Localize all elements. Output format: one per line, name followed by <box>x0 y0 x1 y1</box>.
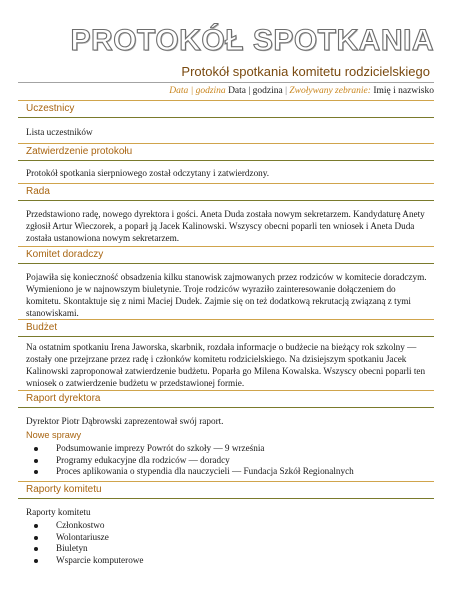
meta-separator: | <box>285 86 288 96</box>
section-heading-principal: Raport dyrektora <box>18 390 434 408</box>
page-subtitle: Protokół spotkania komitetu rodzicielskiego <box>181 64 430 79</box>
convened-by-label: Zwoływany zebranie: <box>289 86 371 96</box>
approval-text: Protokół spotkania sierpniowego został odczytany i zatwierdzony. <box>26 168 270 178</box>
list-item: Członkostwo <box>56 520 432 532</box>
section-heading-approval: Zatwierdzenie protokołu <box>18 143 434 161</box>
section-heading-budget: Budżet <box>18 319 434 337</box>
list-item: Biuletyn <box>56 543 432 555</box>
meeting-meta <box>169 86 434 96</box>
principal-text: Dyrektor Piotr Dąbrowski zaprezentował swój raport. <box>26 416 224 426</box>
new-business-list <box>26 443 432 478</box>
list-item: Wolontariusze <box>56 532 432 544</box>
list-item: Wsparcie komputerowe <box>56 555 432 567</box>
convened-by-value: Imię i nazwisko <box>373 86 434 96</box>
date-time-value: Data | godzina <box>228 86 283 96</box>
list-item: Proces aplikowania o stypendia dla nauczycieli — Fundacja Szkół Regionalnych <box>56 466 432 478</box>
board-text: Przedstawiono radę, nowego dyrektora i gości. Aneta Duda została nowym sekretarzem. Kandydaturę Anety zgłosił Artur Wieczorek, a poparł ją Jacek Kalinowski. Wszyscy obecni poparli ten wniosek i Aneta Duda została ustanowiona nowym sekretarzem. <box>26 209 425 243</box>
date-time-label: Data | godzina <box>169 86 226 96</box>
committee-list <box>26 520 432 566</box>
header-divider <box>18 82 434 83</box>
section-heading-advisory: Komitet doradczy <box>18 246 434 264</box>
attendees-text: Lista uczestników <box>26 127 93 137</box>
committee-text: Raporty komitetu <box>26 507 91 517</box>
advisory-text: Pojawiła się konieczność obsadzenia kilku stanowisk zajmowanych przez rodziców w komitecie doradczym. Wymieniono je w najnowszym biuletynie. Troje rodziców wyraziło zainteresowanie dołączeniem do komitetu. Skontaktuje się z nimi Maciej Dudek. Zajmie się on też dodatkową rekrutacją związaną z tymi stanowiskami. <box>26 272 427 318</box>
section-heading-board: Rada <box>18 183 434 201</box>
budget-text: Na ostatnim spotkaniu Irena Jaworska, skarbnik, rozdała informacje o budżecie na bieżący rok szkolny — zostały one przejrzane przez radę i członków komitetu rodzicielskiego. Na dzisiejszym spotkaniu Jacek Kalinowski zaproponował zatwierdzenie budżetu. Poparła go Milena Kowalska. Wszyscy obecni poparli ten wniosek o zatwierdzenie budżetu w przedstawionej formie. <box>26 342 426 388</box>
page-title: PROTOKÓŁ SPOTKANIA <box>70 24 434 57</box>
new-business-subheading: Nowe sprawy <box>26 430 82 440</box>
list-item: Podsumowanie imprezy Powrót do szkoły — 9 września <box>56 443 432 455</box>
section-heading-committee: Raporty komitetu <box>18 481 434 499</box>
list-item: Programy edukacyjne dla rodziców — doradcy <box>56 455 432 467</box>
section-heading-attendees: Uczestnicy <box>18 100 434 118</box>
